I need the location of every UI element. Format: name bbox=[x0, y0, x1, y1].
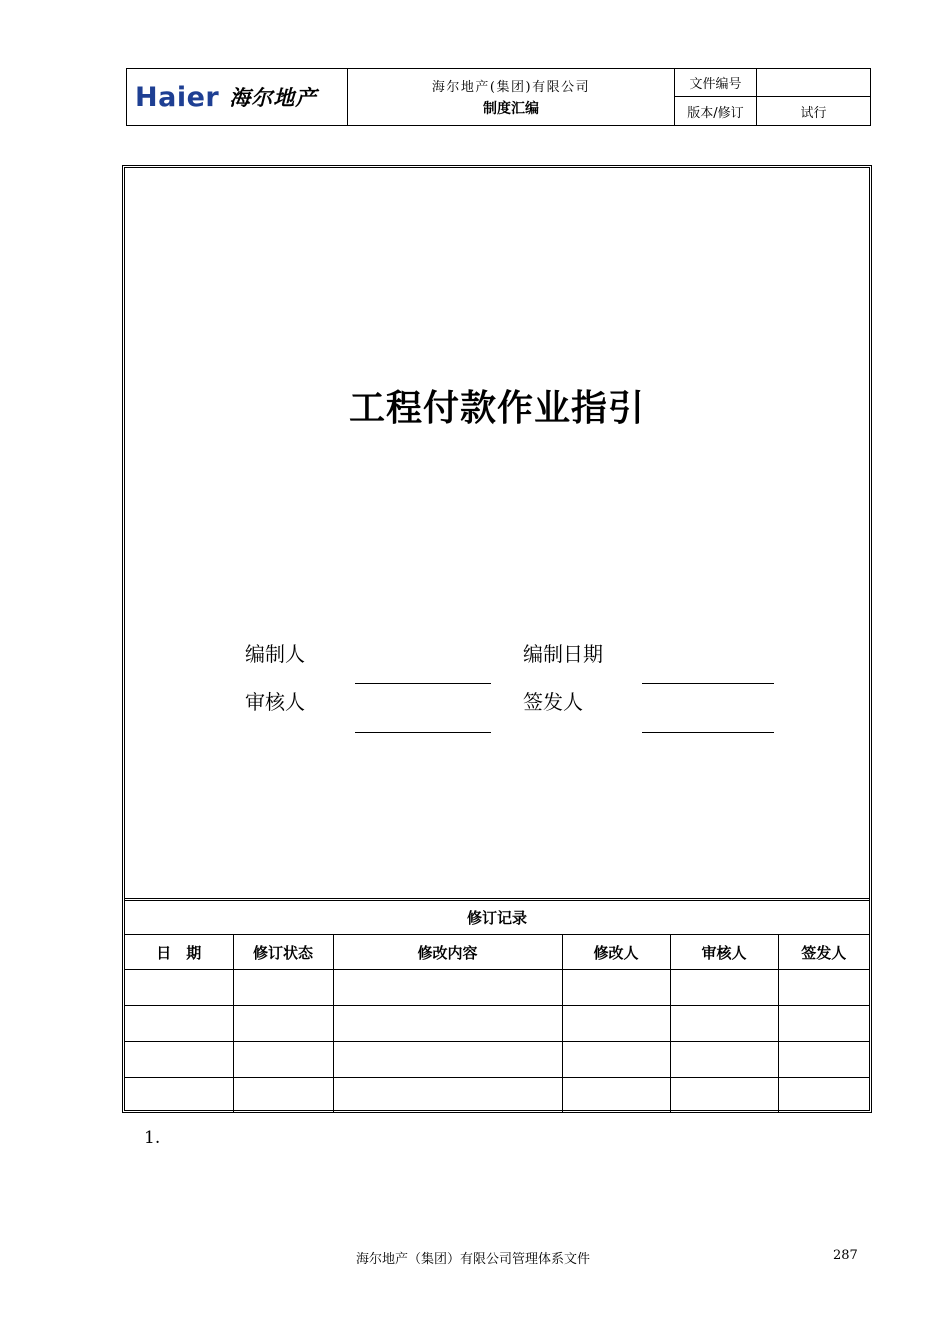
col-change-content: 修改内容 bbox=[333, 935, 562, 970]
table-cell bbox=[778, 970, 869, 1006]
col-issuer: 签发人 bbox=[778, 935, 869, 970]
page-footer: 海尔地产（集团）有限公司管理体系文件 bbox=[356, 1252, 591, 1267]
file-number-value bbox=[757, 69, 870, 97]
logo-text-cn: 海尔地产 bbox=[229, 86, 318, 110]
table-cell bbox=[670, 970, 778, 1006]
table-row bbox=[125, 1006, 869, 1042]
file-number-label: 文件编号 bbox=[675, 69, 757, 97]
table-cell bbox=[125, 1006, 233, 1042]
table-cell bbox=[333, 1078, 562, 1114]
table-cell bbox=[233, 970, 333, 1006]
compiler-signature-line bbox=[355, 683, 491, 684]
table-cell bbox=[778, 1006, 869, 1042]
table-cell bbox=[778, 1042, 869, 1078]
table-row bbox=[125, 1042, 869, 1078]
company-name: 海尔地产(集团)有限公司 bbox=[431, 80, 591, 95]
table-cell bbox=[333, 1042, 562, 1078]
col-modifier: 修改人 bbox=[562, 935, 670, 970]
issuer-signature-line bbox=[642, 732, 774, 733]
reviewer-label: 审核人 bbox=[245, 690, 305, 714]
table-cell bbox=[233, 1042, 333, 1078]
reviewer-signature-line bbox=[355, 732, 491, 733]
header-subtitle: 制度汇编 bbox=[483, 101, 539, 117]
table-cell bbox=[670, 1078, 778, 1114]
table-row bbox=[125, 1078, 869, 1114]
table-row bbox=[125, 970, 869, 1006]
version-value: 试行 bbox=[800, 105, 827, 121]
table-cell bbox=[233, 1078, 333, 1114]
table-cell bbox=[125, 1042, 233, 1078]
col-date: 日 期 bbox=[125, 935, 233, 970]
table-cell bbox=[562, 1078, 670, 1114]
header-meta bbox=[675, 69, 870, 125]
header-center bbox=[348, 69, 675, 125]
revision-record-table bbox=[125, 898, 869, 1110]
issuer-label: 签发人 bbox=[523, 690, 583, 714]
table-cell bbox=[562, 1042, 670, 1078]
col-reviewer: 审核人 bbox=[670, 935, 778, 970]
revision-caption: 修订记录 bbox=[125, 901, 869, 935]
numbered-item: 1. bbox=[144, 1128, 161, 1148]
table-cell bbox=[778, 1078, 869, 1114]
document-header bbox=[126, 68, 871, 126]
page-number: 287 bbox=[833, 1248, 858, 1263]
table-cell bbox=[670, 1006, 778, 1042]
document-frame bbox=[122, 165, 872, 1113]
table-cell bbox=[670, 1042, 778, 1078]
table-cell bbox=[125, 970, 233, 1006]
company-logo bbox=[127, 69, 348, 125]
compiler-label: 编制人 bbox=[245, 642, 305, 666]
logo-text-en: Haier bbox=[135, 81, 220, 113]
table-cell bbox=[562, 970, 670, 1006]
version-label: 版本/修订 bbox=[675, 97, 757, 125]
table-cell bbox=[333, 1006, 562, 1042]
revision-header-row bbox=[125, 935, 869, 970]
table-cell bbox=[562, 1006, 670, 1042]
table-cell bbox=[125, 1078, 233, 1114]
compile-date-label: 编制日期 bbox=[523, 642, 603, 666]
col-revision-status: 修订状态 bbox=[233, 935, 333, 970]
table-cell bbox=[333, 970, 562, 1006]
table-cell bbox=[233, 1006, 333, 1042]
compile-date-line bbox=[642, 683, 774, 684]
document-title: 工程付款作业指引 bbox=[348, 388, 645, 429]
